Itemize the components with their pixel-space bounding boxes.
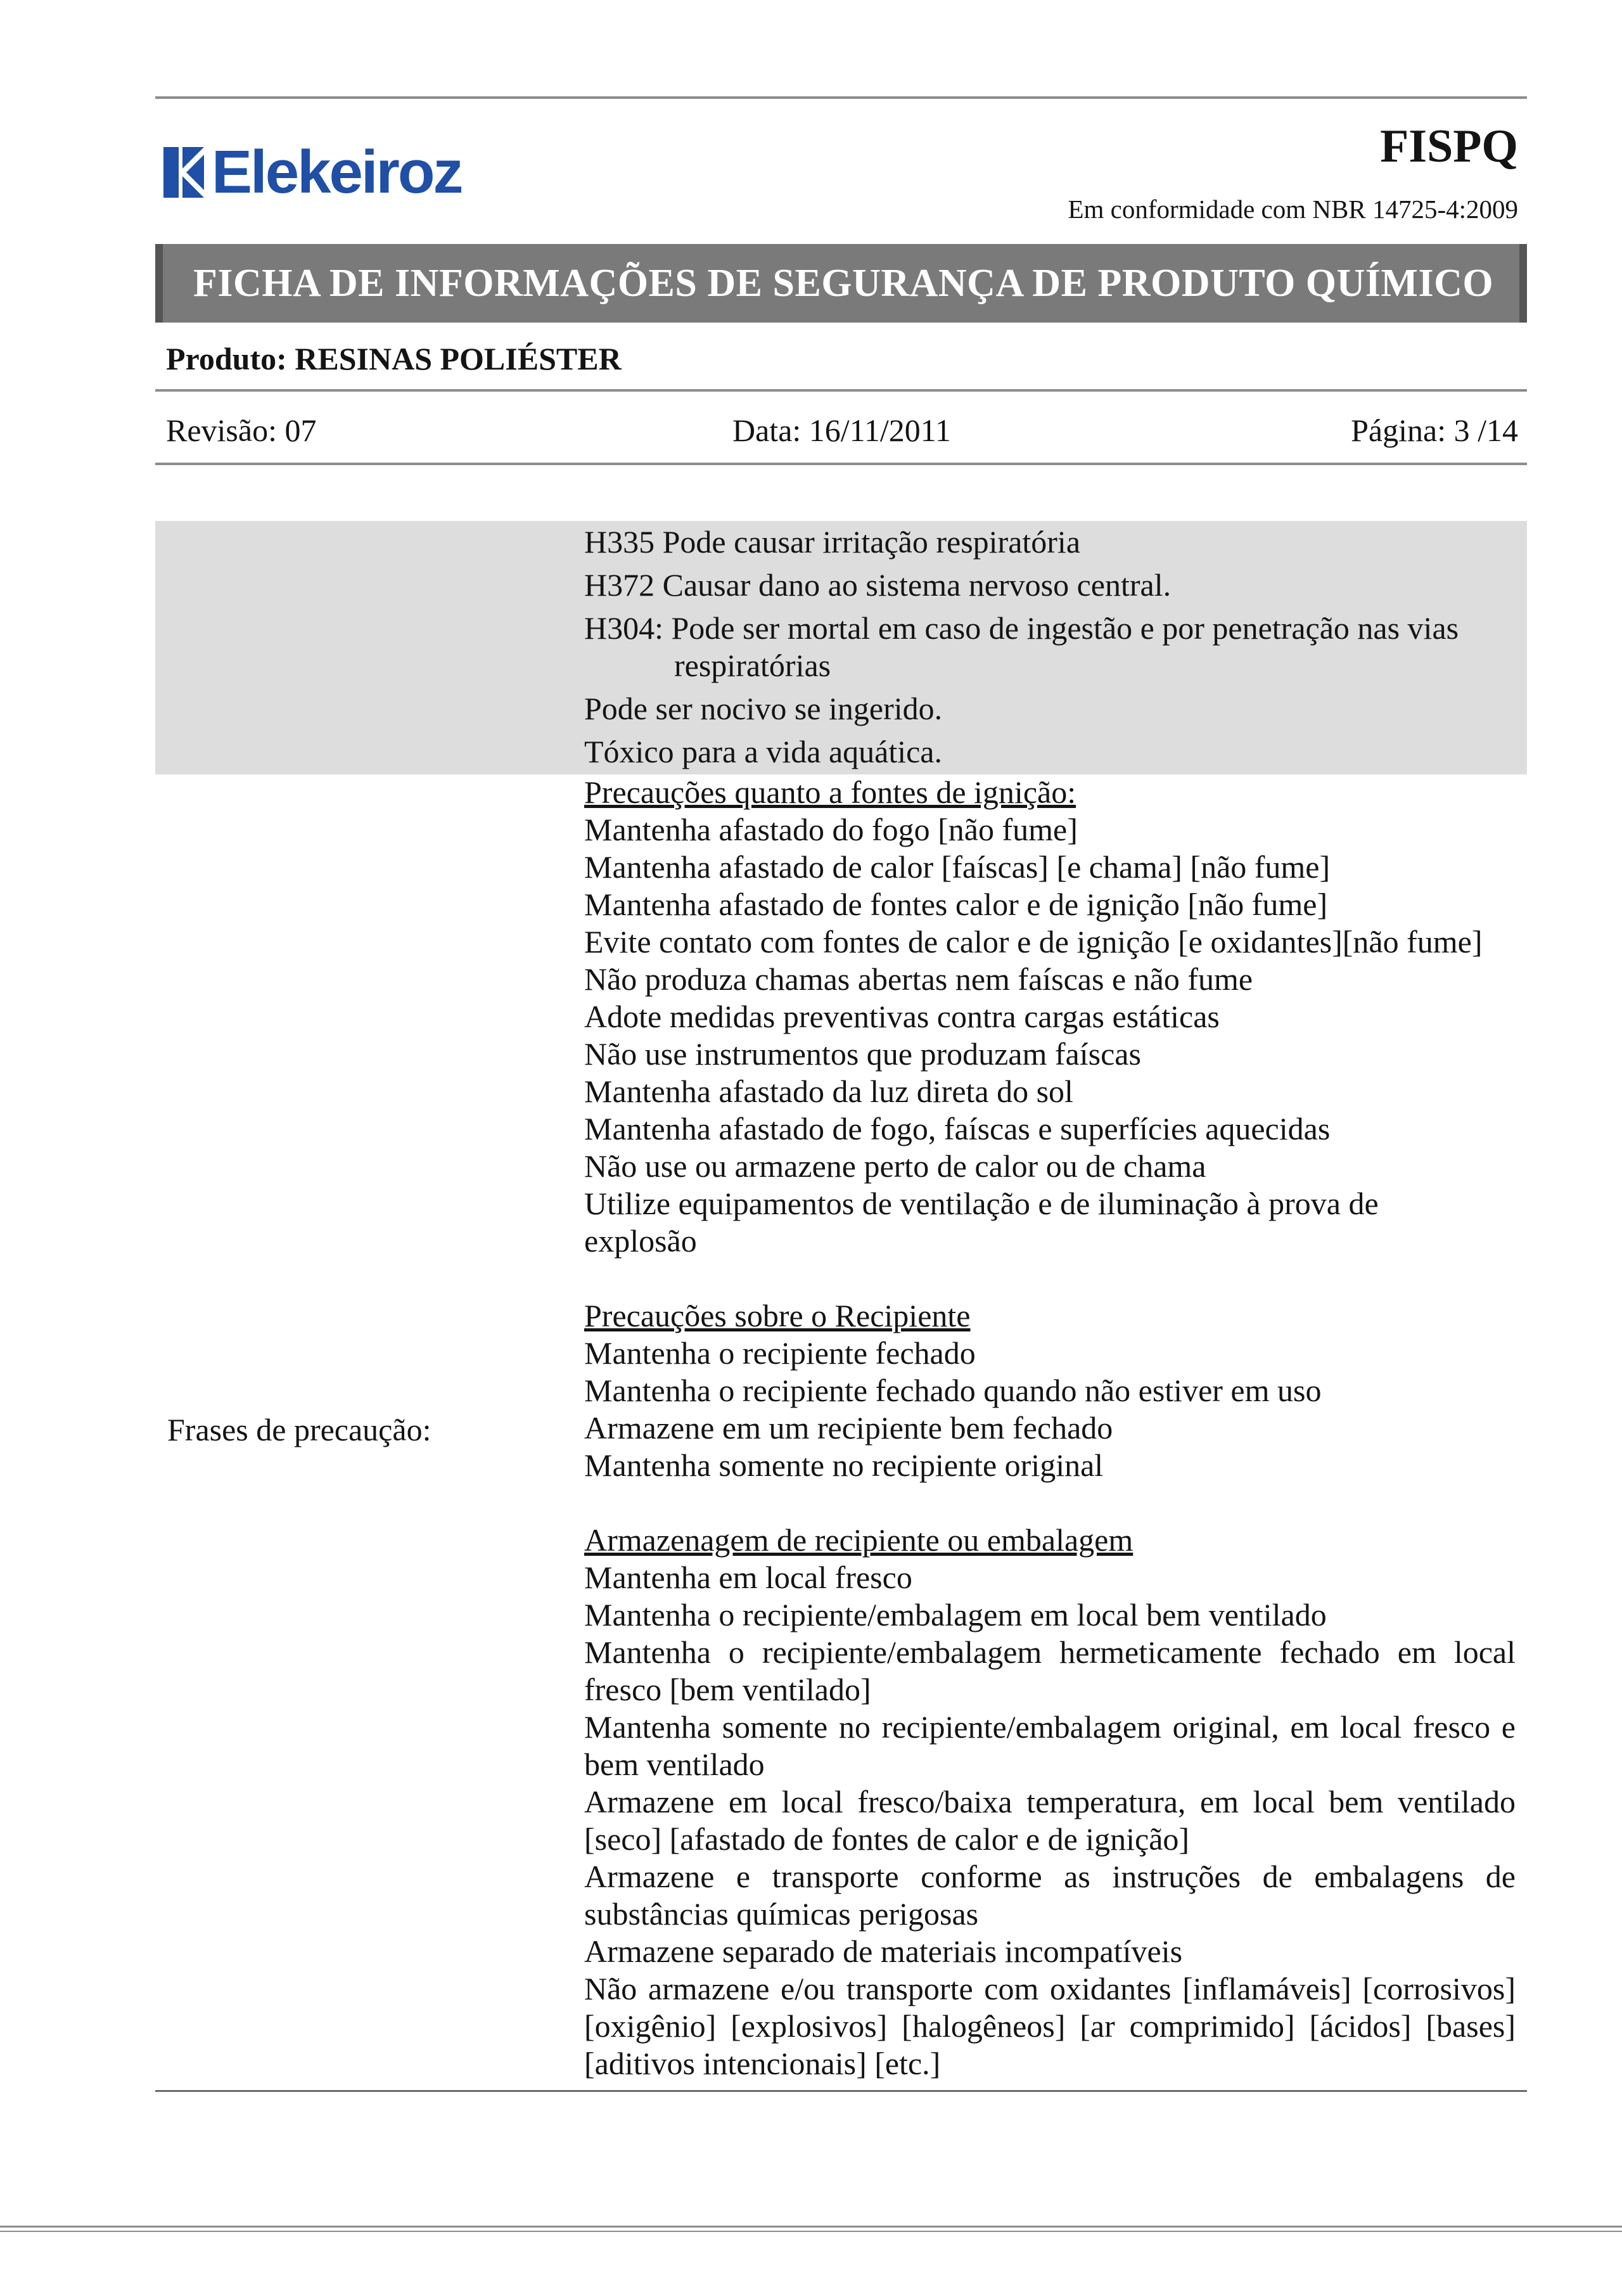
list-item: Não use instrumentos que produzam faíscas — [584, 1036, 1141, 1072]
list-item: Evite contato com fontes de calor e de ignição [e oxidantes][não fume] — [584, 924, 1483, 959]
list-item: Mantenha afastado de calor [faíscas] [e chama] [não fume] — [584, 849, 1331, 885]
top-rule — [155, 96, 1527, 99]
brand-logo — [163, 138, 462, 206]
section-title: Precauções quanto a fontes de ignição: — [584, 774, 1076, 810]
list-item: Armazene e transporte conforme as instruções de embalagens de substâncias químicas perigosas — [584, 1859, 1516, 1932]
list-item: Mantenha o recipiente fechado — [584, 1335, 976, 1371]
hazard-line: H304: Pode ser mortal em caso de ingestão e por penetração nas vias — [584, 610, 1459, 646]
list-item: Armazene em um recipiente bem fechado — [584, 1410, 1113, 1446]
list-item: Mantenha o recipiente fechado quando não estiver em uso — [584, 1373, 1322, 1408]
spacer — [584, 1260, 1516, 1297]
hazard-line: H372 Causar dano ao sistema nervoso central. — [584, 567, 1172, 603]
list-item: Armazene em local fresco/baixa temperatura, em local bem ventilado [seco] [afastado de fontes de calor e de ignição] — [584, 1784, 1516, 1857]
norm-reference: Em conformidade com NBR 14725-4:2009 — [1068, 195, 1518, 224]
list-item: Mantenha somente no recipiente original — [584, 1447, 1104, 1483]
list-item: Mantenha o recipiente/embalagem hermeticamente fechado em local fresco [bem ventilado] — [584, 1634, 1516, 1707]
list-item: Adote medidas preventivas contra cargas estáticas — [584, 999, 1220, 1034]
footer-rule-secondary — [0, 2231, 1622, 2232]
document-title-banner: FICHA DE INFORMAÇÕES DE SEGURANÇA DE PRODUTO QUÍMICO — [155, 244, 1527, 323]
ignition-precautions — [584, 774, 1516, 1260]
list-item: Não armazene e/ou transporte com oxidantes [inflamáveis] [corrosivos] [oxigênio] [explosivos] [halogêneos] [ar comprimido] [ácidos] [bases] [aditivos intencionais] [etc.] — [584, 1971, 1516, 2081]
list-item: Mantenha afastado da luz direta do sol — [584, 1074, 1073, 1109]
meta-rule — [155, 463, 1527, 465]
storage-precautions — [584, 1522, 1516, 2082]
list-item: Não use ou armazene perto de calor ou de chama — [584, 1148, 1206, 1184]
list-item: Utilize equipamentos de ventilação e de iluminação à prova de explosão — [584, 1186, 1379, 1259]
hazard-line: Pode ser nocivo se ingerido. — [584, 691, 943, 726]
list-item: Mantenha afastado do fogo [não fume] — [584, 812, 1078, 847]
document-code: FISPQ — [1380, 120, 1518, 172]
footer-rule — [0, 2226, 1622, 2228]
product-name: Produto: RESINAS POLIÉSTER — [166, 341, 622, 376]
list-item: Armazene separado de materiais incompatíveis — [584, 1934, 1183, 1969]
section-title: Precauções sobre o Recipiente — [584, 1298, 971, 1333]
list-item: Mantenha afastado de fogo, faíscas e superfícies aquecidas — [584, 1111, 1331, 1146]
table-bottom-rule — [155, 2090, 1527, 2092]
revision: Revisão: 07 — [166, 413, 317, 448]
product-rule — [155, 389, 1527, 392]
hazard-statements — [584, 521, 1516, 774]
list-item: Não produza chamas abertas nem faíscas e não fume — [584, 961, 1253, 997]
elekeiroz-logo-icon — [163, 147, 205, 198]
page-number: Página: 3 /14 — [1351, 413, 1518, 448]
precaution-label: Frases de precaução: — [167, 1412, 431, 1447]
list-item: Mantenha em local fresco — [584, 1560, 912, 1595]
brand-name: Elekeiroz — [212, 138, 462, 206]
container-precautions — [584, 1297, 1516, 1484]
list-item: Mantenha o recipiente/embalagem em local bem ventilado — [584, 1597, 1327, 1632]
document-date: Data: 16/11/2011 — [732, 413, 951, 448]
section-title: Armazenagem de recipiente ou embalagem — [584, 1522, 1133, 1558]
hazard-line: H335 Pode causar irritação respiratória — [584, 524, 1081, 560]
hazard-line: respiratórias — [674, 648, 831, 683]
list-item: Mantenha somente no recipiente/embalagem original, em local fresco e bem ventilado — [584, 1709, 1516, 1782]
content-column — [584, 521, 1516, 2082]
hazard-line: Tóxico para a vida aquática. — [584, 734, 942, 769]
spacer — [584, 1484, 1516, 1522]
list-item: Mantenha afastado de fontes calor e de ignição [não fume] — [584, 887, 1328, 922]
